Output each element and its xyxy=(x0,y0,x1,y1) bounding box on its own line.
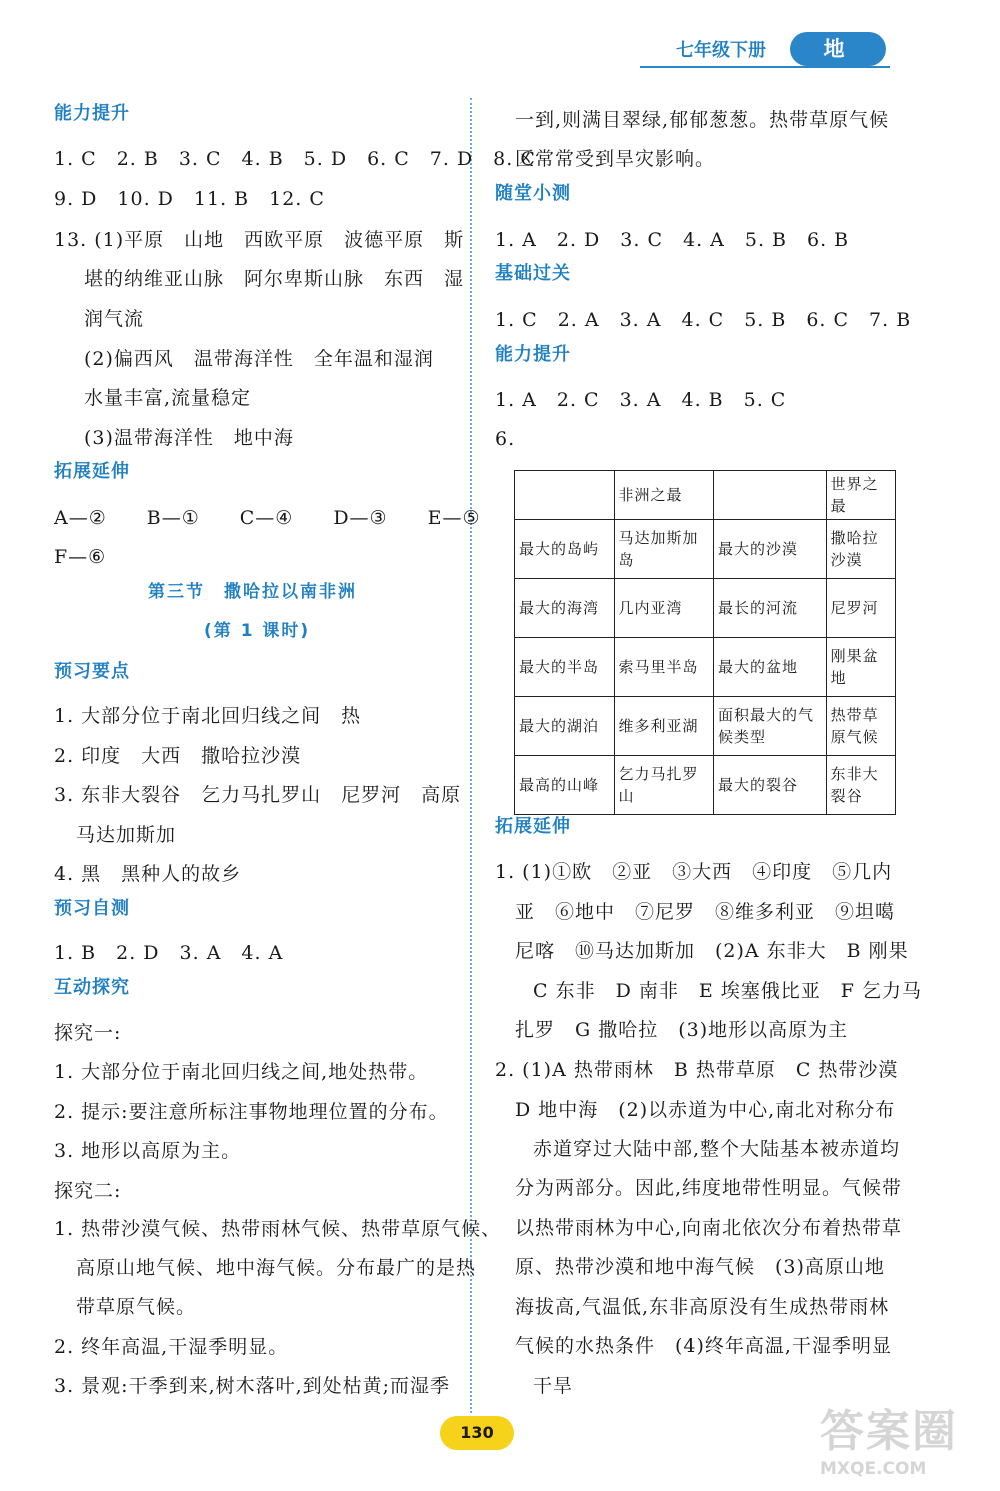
answer-line: 扎罗 G 撒哈拉 (3)地形以高原为主 xyxy=(515,1019,849,1041)
answer-line: 马达加斯加 xyxy=(76,824,177,846)
table-cell: 马达加斯加岛 xyxy=(614,520,714,579)
table-cell: 乞力马扎罗山 xyxy=(614,756,714,815)
answer-line: 探究一: xyxy=(54,1022,122,1044)
answer-line: 一到,则满目翠绿,郁郁葱葱。热带草原气候 xyxy=(515,109,890,131)
table-cell: 刚果盆地 xyxy=(826,638,895,697)
answer-line: 探究二: xyxy=(54,1180,122,1202)
watermark xyxy=(820,1395,995,1485)
africa-world-records-table xyxy=(514,470,896,815)
answer-line: 3. 景观:干季到来,树木落叶,到处枯黄;而湿季 xyxy=(54,1375,451,1397)
answer-line: 赤道穿过大陆中部,整个大陆基本被赤道均 xyxy=(533,1138,901,1160)
answer-line: 9. D 10. D 11. B 12. C xyxy=(54,188,325,210)
section-heading: 能力提升 xyxy=(495,344,571,365)
table-cell: 最大的半岛 xyxy=(515,638,615,697)
table-cell: 最大的岛屿 xyxy=(515,520,615,579)
answer-line: 以热带雨林为中心,向南北依次分布着热带草 xyxy=(515,1217,903,1239)
answer-line: C 东非 D 南非 E 埃塞俄比亚 F 乞力马 xyxy=(533,980,922,1002)
answer-line: 海拔高,气温低,东非高原没有生成热带雨林 xyxy=(515,1296,890,1318)
answer-line: 区常常受到旱灾影响。 xyxy=(515,148,716,170)
column-divider xyxy=(470,98,472,1413)
answer-line: 分为两部分。因此,纬度地带性明显。气候带 xyxy=(515,1177,903,1199)
table-header-cell: 非洲之最 xyxy=(614,471,714,520)
table-cell: 热带草原气候 xyxy=(826,697,895,756)
answer-line: 1. 大部分位于南北回归线之间 热 xyxy=(54,705,362,727)
subject-badge: 地 理 xyxy=(790,32,886,66)
table-row xyxy=(515,638,896,697)
answer-line: 1. B 2. D 3. A 4. A xyxy=(54,942,284,964)
table-cell: 尼罗河 xyxy=(826,579,895,638)
answer-line: 3. 东非大裂谷 乞力马扎罗山 尼罗河 高原 xyxy=(54,784,462,806)
section-heading: 拓展延伸 xyxy=(54,461,130,482)
answer-line: 1. 大部分位于南北回归线之间,地处热带。 xyxy=(54,1061,429,1083)
section-heading: 能力提升 xyxy=(54,103,130,124)
table-cell: 索马里半岛 xyxy=(614,638,714,697)
table-header-row xyxy=(515,471,896,520)
answer-line: (2)偏西风 温带海洋性 全年温和湿润 xyxy=(84,348,434,370)
table-row xyxy=(515,756,896,815)
answer-line: 亚 ⑥地中 ⑦尼罗 ⑧维多利亚 ⑨坦噶 xyxy=(515,901,896,923)
answer-line: 1. A 2. D 3. C 4. A 5. B 6. B xyxy=(495,229,850,251)
answer-line: 水量丰富,流量稳定 xyxy=(84,387,252,409)
table-cell: 东非大裂谷 xyxy=(826,756,895,815)
table-cell: 撒哈拉沙漠 xyxy=(826,520,895,579)
table-cell: 最大的裂谷 xyxy=(714,756,827,815)
answer-line: 1. C 2. B 3. C 4. B 5. D 6. C 7. D 8. C xyxy=(54,148,536,170)
header-rule xyxy=(640,66,890,68)
table-cell: 最大的海湾 xyxy=(515,579,615,638)
answer-line: 1. 热带沙漠气候、热带雨林气候、热带草原气候、 xyxy=(54,1218,502,1240)
table-cell: 面积最大的气候类型 xyxy=(714,697,827,756)
answer-line: 13. (1)平原 山地 西欧平原 波德平原 斯 xyxy=(54,229,465,251)
answer-line: (3)温带海洋性 地中海 xyxy=(84,427,294,449)
table-cell: 最长的河流 xyxy=(714,579,827,638)
answer-line: 干旱 xyxy=(533,1375,574,1397)
answer-line: 3. 地形以高原为主。 xyxy=(54,1140,242,1162)
answer-line: 2. 提示:要注意所标注事物地理位置的分布。 xyxy=(54,1101,449,1123)
answer-line: 尼喀 ⑩马达加斯加 (2)A 东非大 B 刚果 xyxy=(515,940,909,962)
answer-line: 2. 印度 大西 撒哈拉沙漠 xyxy=(54,745,302,767)
section-heading: 预习要点 xyxy=(54,661,130,682)
table-cell: 维多利亚湖 xyxy=(614,697,714,756)
table-cell: 最大的湖泊 xyxy=(515,697,615,756)
answer-line: 带草原气候。 xyxy=(76,1296,197,1318)
table-row xyxy=(515,697,896,756)
answer-line: 气候的水热条件 (4)终年高温,干湿季明显 xyxy=(515,1335,892,1357)
answer-line: 堪的纳维亚山脉 阿尔卑斯山脉 东西 湿 xyxy=(84,268,465,290)
answer-line: 4. 黑 黑种人的故乡 xyxy=(54,863,242,885)
answer-line: F—⑥ xyxy=(54,546,107,568)
table-row xyxy=(515,520,896,579)
answer-line: 2. 终年高温,干湿季明显。 xyxy=(54,1336,289,1358)
answer-line: D 地中海 (2)以赤道为中心,南北对称分布 xyxy=(515,1099,896,1121)
answer-line: 1. (1)①欧 ②亚 ③大西 ④印度 ⑤几内 xyxy=(495,861,893,883)
table-cell: 最高的山峰 xyxy=(515,756,615,815)
table-header-cell: 世界之最 xyxy=(826,471,895,520)
answer-line: 1. C 2. A 3. A 4. C 5. B 6. C 7. B xyxy=(495,309,912,331)
section-heading: 随堂小测 xyxy=(495,183,571,204)
page-number: 130 xyxy=(440,1416,514,1450)
section-heading: 基础过关 xyxy=(495,263,571,284)
section-heading: 预习自测 xyxy=(54,898,130,919)
answer-line: 1. A 2. C 3. A 4. B 5. C xyxy=(495,389,787,411)
section-heading: 互动探究 xyxy=(54,977,130,998)
watermark-url: MXQE.COM xyxy=(820,1459,927,1479)
table-cell: 最大的沙漠 xyxy=(714,520,827,579)
section-heading: 拓展延伸 xyxy=(495,816,571,837)
answer-line: 高原山地气候、地中海气候。分布最广的是热 xyxy=(76,1257,477,1279)
table-cell: 几内亚湾 xyxy=(614,579,714,638)
answer-line: 润气流 xyxy=(84,308,145,330)
table-header-cell xyxy=(515,471,615,520)
table-cell: 最大的盆地 xyxy=(714,638,827,697)
chapter-title: (第 1 课时) xyxy=(204,621,311,641)
answer-line: 2. (1)A 热带雨林 B 热带草原 C 热带沙漠 xyxy=(495,1059,899,1081)
answer-line: 6. xyxy=(495,428,516,450)
table-row xyxy=(515,579,896,638)
answer-line: A—② B—① C—④ D—③ E—⑤ xyxy=(54,507,481,529)
watermark-logo-text: 答案圈 xyxy=(820,1406,958,1457)
answer-line: 原、热带沙漠和地中海气候 (3)高原山地 xyxy=(515,1256,885,1278)
table-header-cell xyxy=(714,471,827,520)
chapter-title: 第三节 撒哈拉以南非洲 xyxy=(148,582,357,602)
grade-label: 七年级下册 xyxy=(676,40,766,61)
